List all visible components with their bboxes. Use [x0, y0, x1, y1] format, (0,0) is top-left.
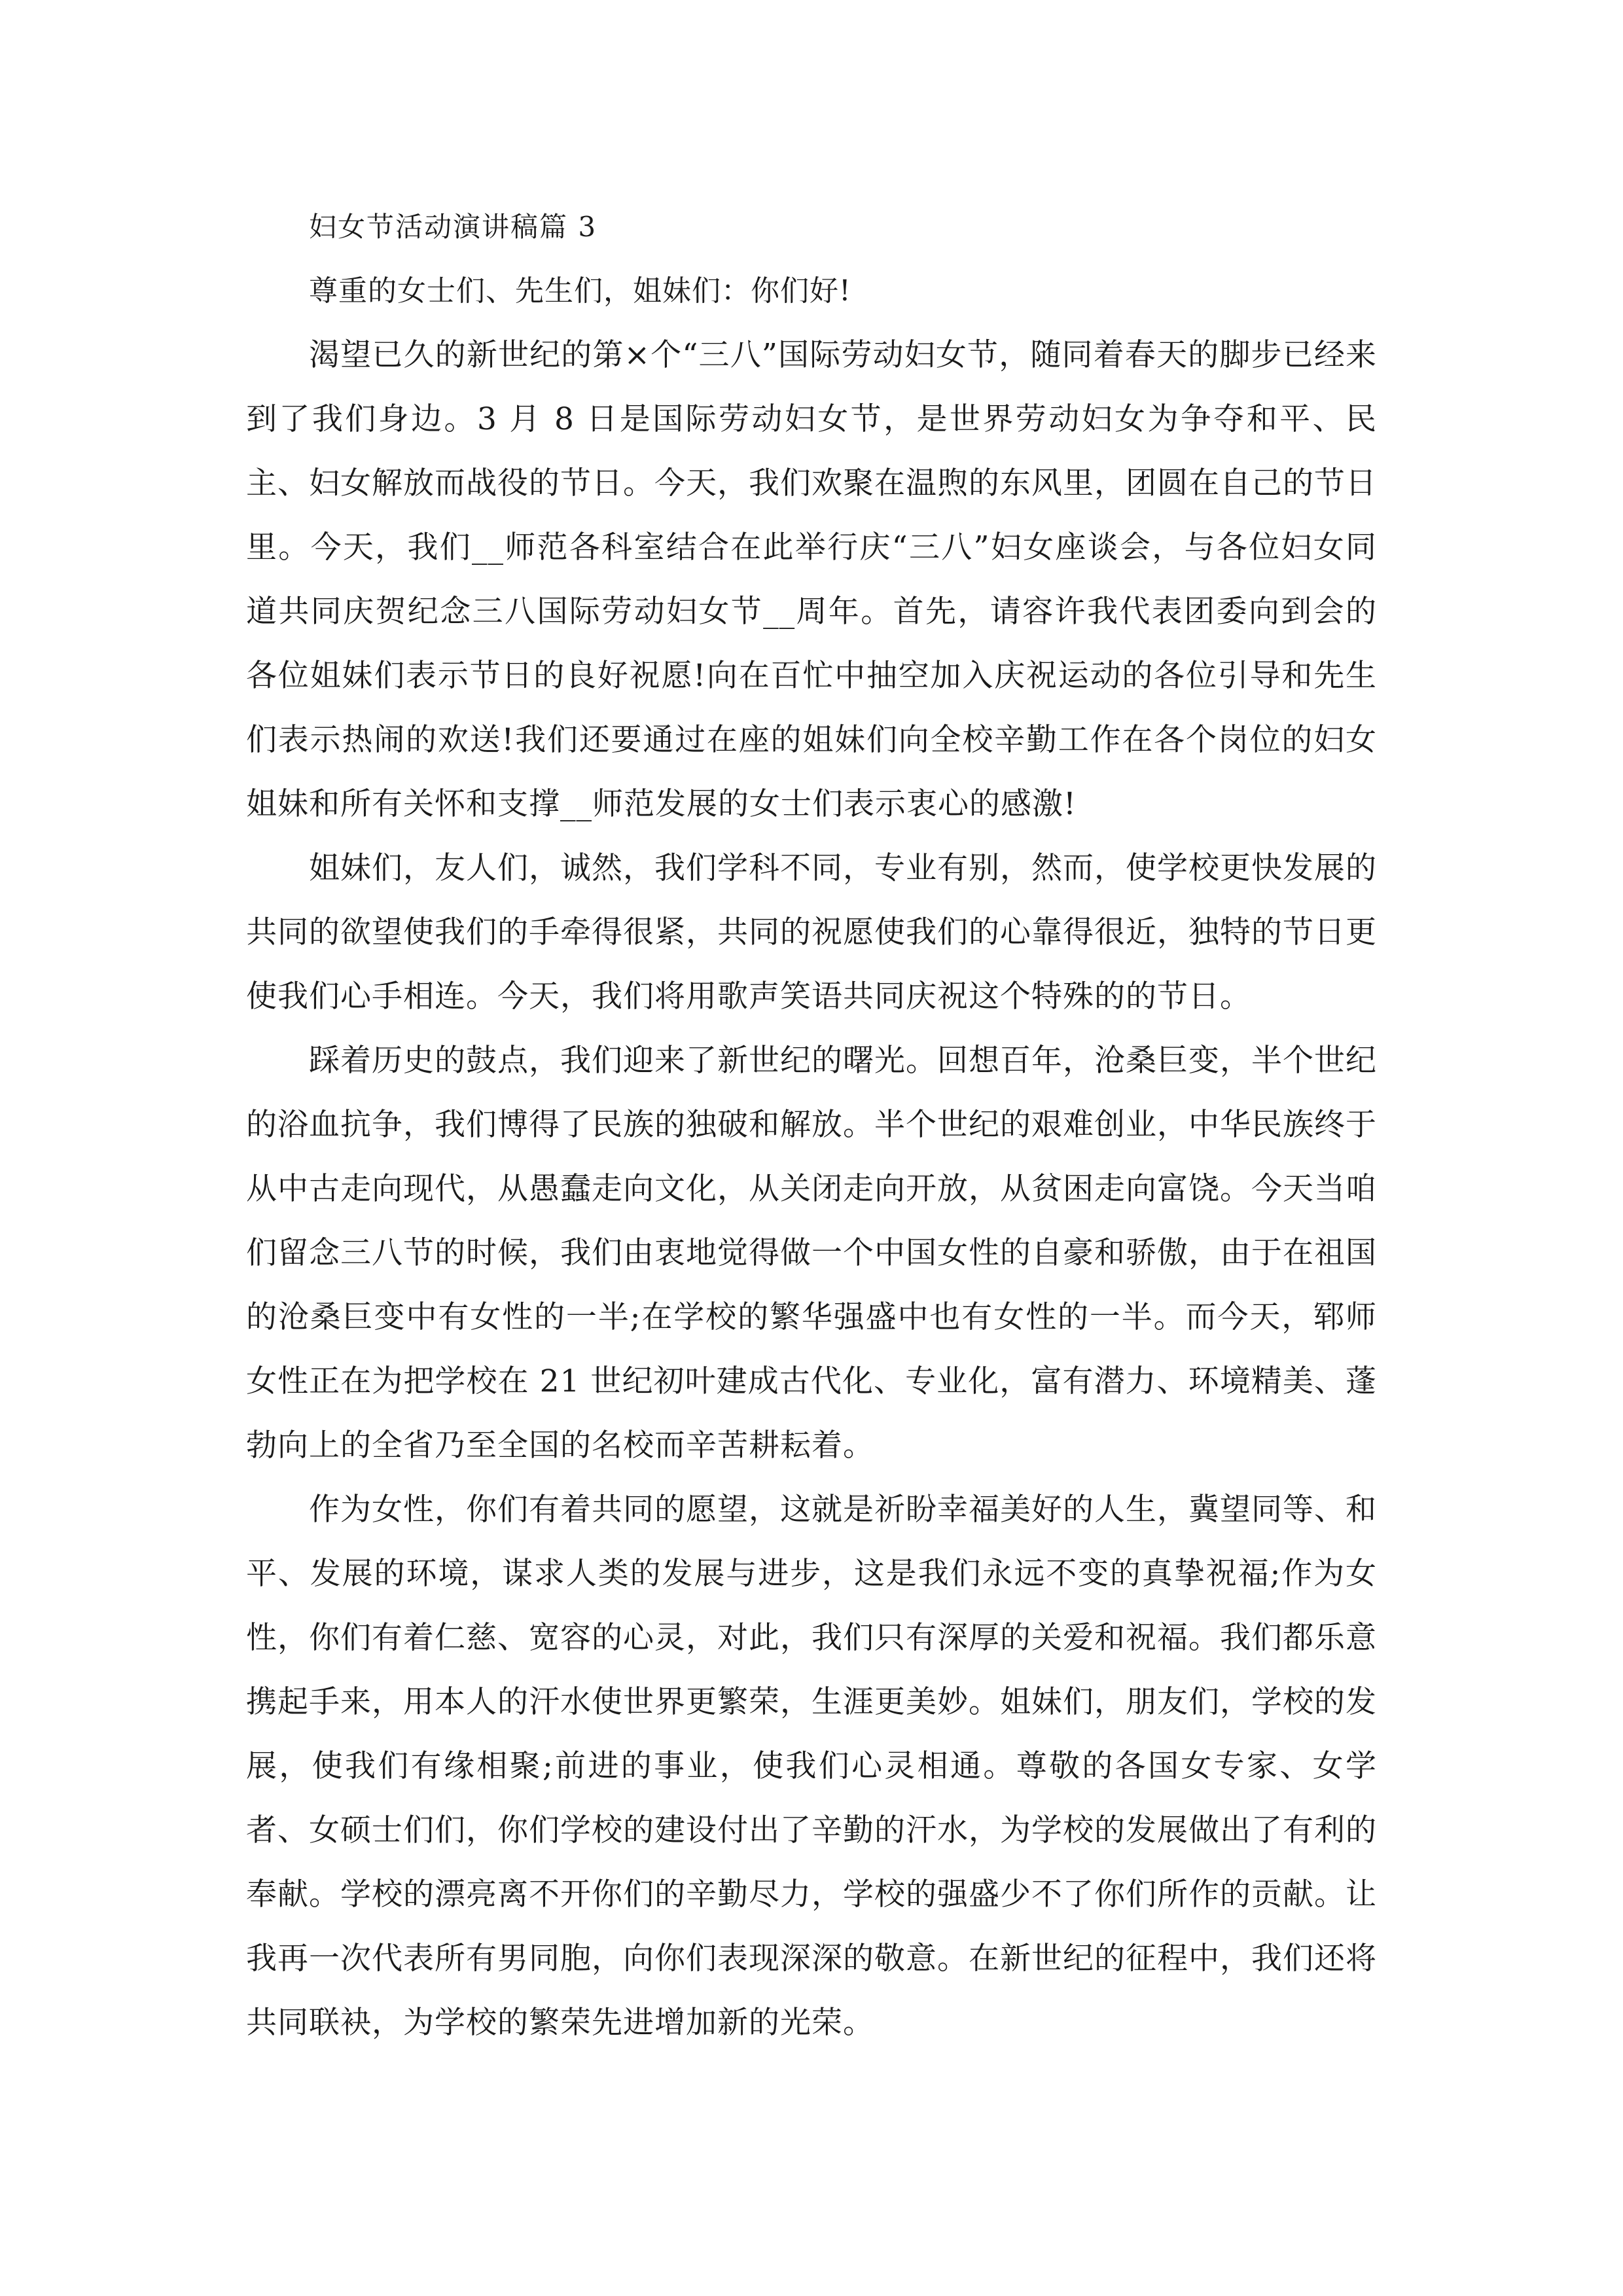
paragraph-1: 渴望已久的新世纪的第×个“三八”国际劳动妇女节，随同着春天的脚步已经来到了我们身边。3 月 8 日是国际劳动妇女节，是世界劳动妇女为争夺和平、民主、妇女解放而战役的节日。今天，我们欢聚在温煦的东风里，团圆在自己的节日里。今天，我们__师范各科室结合在此举行庆“三八”妇女座谈会，与各位妇女同道共同庆贺纪念三八国际劳动妇女节__周年。首先，请容许我代表团委向到会的各位姐妹们表示节日的良好祝愿!向在百忙中抽空加入庆祝运动的各位引导和先生们表示热闹的欢送!我们还要通过在座的姐妹们向全校辛勤工作在各个岗位的妇女姐妹和所有关怀和支撑__师范发展的女士们表示衷心的感激!	[246, 337, 1377, 822]
paragraph-2: 姐妹们，友人们，诚然，我们学科不同，专业有别，然而，使学校更快发展的共同的欲望使我们的手牵得很紧，共同的祝愿使我们的心靠得很近，独特的节日更使我们心手相连。今天，我们将用歌声笑语共同庆祝这个特殊的的节日。	[246, 850, 1377, 1014]
paragraph-4: 作为女性，你们有着共同的愿望，这就是祈盼幸福美好的人生，冀望同等、和平、发展的环境，谋求人类的发展与进步，这是我们永远不变的真挚祝福;作为女性，你们有着仁慈、宽容的心灵，对此，我们只有深厚的关爱和祝福。我们都乐意携起手来，用本人的汗水使世界更繁荣，生涯更美妙。姐妹们，朋友们，学校的发展，使我们有缘相聚;前进的事业，使我们心灵相通。尊敬的各国女专家、女学者、女硕士们们，你们学校的建设付出了辛勤的汗水，为学校的发展做出了有利的奉献。学校的漂亮离不开你们的辛勤尽力，学校的强盛少不了你们所作的贡献。让我再一次代表所有男同胞，向你们表现深深的敬意。在新世纪的征程中，我们还将共同联袂，为学校的繁荣先进增加新的光荣。	[246, 1492, 1377, 2041]
document-title: 妇女节活动演讲稿篇 3	[309, 211, 597, 243]
document-body	[246, 195, 1377, 2055]
paragraph-3: 踩着历史的鼓点，我们迎来了新世纪的曙光。回想百年，沧桑巨变，半个世纪的浴血抗争，我们博得了民族的独破和解放。半个世纪的艰难创业，中华民族终于从中古走向现代，从愚蠢走向文化，从关闭走向开放，从贫困走向富饶。今天当咱们留念三八节的时候，我们由衷地觉得做一个中国女性的自豪和骄傲，由于在祖国的沧桑巨变中有女性的一半;在学校的繁华强盛中也有女性的一半。而今天，郓师女性正在为把学校在 21 世纪初叶建成古代化、专业化，富有潜力、环境精美、蓬勃向上的全省乃至全国的名校而辛苦耕耘着。	[246, 1043, 1377, 1463]
greeting-line: 尊重的女士们、先生们，姐妹们：你们好!	[309, 274, 851, 308]
